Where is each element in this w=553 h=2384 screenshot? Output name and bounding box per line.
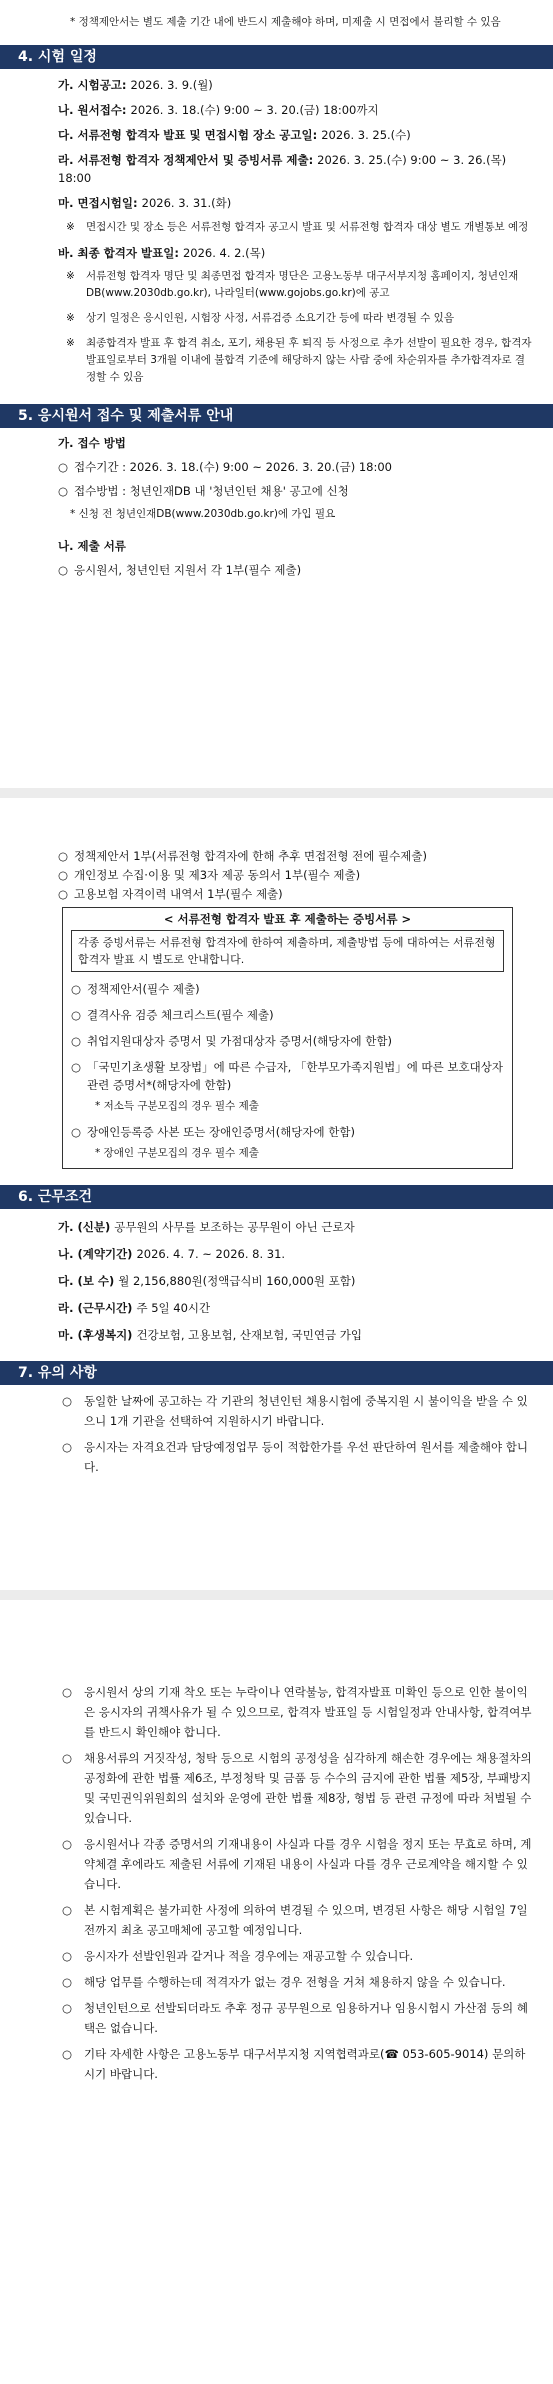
evidence-box-intro: 각종 증빙서류는 서류전형 합격자에 한하여 제출하며, 제출방법 등에 대하여는 서류전형 합격자 발표 시 별도로 안내합니다. <box>71 930 504 972</box>
policy-proposal-note: * 정책제안서는 별도 제출 기간 내에 반드시 제출해야 하며, 미제출 시 면접에서 불리할 수 있음 <box>70 16 501 28</box>
application-method-item-text: 접수기간 : 2026. 3. 18.(수) 9:00 ~ 2026. 3. 20.(금) 18:00 <box>74 460 392 474</box>
application-method-list <box>58 458 535 500</box>
work-condition-item <box>58 1326 535 1344</box>
schedule-item-value: 2026. 3. 25.(수) 9:00 ~ 3. 26.(목) 18:00 <box>58 153 507 185</box>
schedule-item-value: 2026. 3. 9.(월) <box>130 78 213 92</box>
documents-heading: 나. 제출 서류 <box>58 539 126 553</box>
application-method-item-text: 접수방법 : 청년인재DB 내 '청년인턴 채용' 공고에 신청 <box>74 484 349 498</box>
bullet-mark: ○ <box>71 1125 82 1139</box>
schedule-item-label: 다. 서류전형 합격자 발표 및 면접시험 장소 공고일: <box>58 128 322 142</box>
final-announce-notes <box>58 268 535 386</box>
work-condition-value: 2026. 4. 7. ~ 2026. 8. 31. <box>136 1247 286 1261</box>
bullet-mark: ○ <box>58 868 69 882</box>
precaution-item-text: 응시자가 선발인원과 같거나 적을 경우에는 재공고할 수 있습니다. <box>84 1949 414 1963</box>
precaution-item-text: 청년인턴으로 선발되더라도 추후 정규 공무원으로 임용하거나 임용시험시 가산점 등의 혜택은 없습니다. <box>84 2001 528 2035</box>
precaution-item <box>58 1391 535 1431</box>
work-condition-value: 공무원의 사무를 보조하는 공무원이 아닌 근로자 <box>114 1220 355 1234</box>
work-condition-label: 가. (신분) <box>58 1220 115 1234</box>
bullet-mark: ○ <box>62 1685 73 1699</box>
application-method-item <box>58 482 535 500</box>
precautions-list <box>58 1391 535 1477</box>
section-4-heading: 4. 시험 일정 <box>0 45 553 69</box>
schedule-item <box>58 101 535 119</box>
note-text: 최종합격자 발표 후 합격 취소, 포기, 채용된 후 퇴직 등 사정으로 추가 선발이 필요한 경우, 합격자 발표일로부터 3개월 이내에 불합격 기준에 해당하지 않는 사람 중에 차순위자를 추가합격자로 결정할 수 있음 <box>86 337 532 383</box>
bullet-mark: ○ <box>58 484 69 498</box>
evidence-document-item <box>71 1123 504 1141</box>
evidence-document-item <box>71 1058 504 1094</box>
work-condition-label: 다. (보 수) <box>58 1274 119 1288</box>
evidence-document-text: 취업지원대상자 증명서 및 가점대상자 증명서(해당자에 한함) <box>87 1034 392 1048</box>
precaution-item-text: 응시원서나 각종 증명서의 기재내용이 사실과 다를 경우 시험을 정지 또는 무효로 하며, 계약체결 후에라도 제출된 서류에 기재된 내용이 사실과 다를 경우 근로계약을 해지할 수 있습니다. <box>84 1837 532 1891</box>
evidence-document-subnote: * 장애인 구분모집의 경우 필수 제출 <box>95 1147 259 1159</box>
evidence-document-text: 「국민기초생활 보장법」에 따른 수급자, 「한부모가족지원법」에 따른 보호대상자 관련 증명서*(해당자에 한함) <box>87 1060 503 1092</box>
precautions-list-continued <box>58 1682 535 2084</box>
schedule-item-label: 나. 원서접수: <box>58 103 131 117</box>
bullet-mark: ○ <box>71 1060 82 1074</box>
note-mark: ※ <box>66 337 75 349</box>
document-item <box>58 561 535 579</box>
required-document-item <box>58 847 535 865</box>
schedule-item <box>58 76 535 94</box>
required-document-item-text: 정책제안서 1부(서류전형 합격자에 한해 추후 면접전형 전에 필수제출) <box>74 849 427 863</box>
document-page-3 <box>0 1600 553 2384</box>
precaution-item-text: 채용서류의 거짓작성, 청탁 등으로 시험의 공정성을 심각하게 해손한 경우에는 채용절차의 공정화에 관한 법률 제6조, 부정청탁 및 금품 등 수수의 금지에 관한 법률 제5장, 부패방지 및 국민권익위원회의 설치와 운영에 관한 법률 제8장, 형법 등 관련 규정에 따라 처벌될 수 있습니다. <box>84 1751 532 1825</box>
note-text: 서류전형 합격자 명단 및 최종면접 합격자 명단은 고용노동부 대구서부지청 홈페이지, 청년인재DB(www.2030db.go.kr), 나라일터(www.gojobs.go.kr)에 공고 <box>86 270 519 299</box>
document-page-1 <box>0 0 553 788</box>
precaution-item <box>58 1437 535 1477</box>
work-condition-item <box>58 1245 535 1263</box>
note-mark: ※ <box>66 312 75 324</box>
document-page-2 <box>0 798 553 1590</box>
bullet-mark: ○ <box>62 1837 73 1851</box>
required-document-item-text: 고용보험 자격이력 내역서 1부(필수 제출) <box>74 887 283 901</box>
precaution-item-text: 응시자는 자격요건과 담당예정업무 등이 적합한가를 우선 판단하여 원서를 제출해야 합니다. <box>84 1440 528 1474</box>
bullet-mark: ○ <box>58 887 69 901</box>
schedule-item-value: 2026. 3. 25.(수) <box>321 128 411 142</box>
work-condition-label: 마. (후생복지) <box>58 1328 137 1342</box>
final-announce-item: 바. 최종 합격자 발표일: 2026. 4. 2.(목) <box>58 246 266 260</box>
bullet-mark: ○ <box>62 1903 73 1917</box>
work-condition-item <box>58 1299 535 1317</box>
work-conditions-list <box>58 1218 535 1344</box>
precaution-item-text: 동일한 날짜에 공고하는 각 기관의 청년인턴 채용시험에 중복지원 시 불이익을 받을 수 있으니 1개 기관을 선택하여 지원하시기 바랍니다. <box>84 1394 528 1428</box>
precaution-item <box>58 2044 535 2084</box>
note-text: 상기 일정은 응시인원, 시험장 사정, 서류검증 소요기간 등에 따라 변경될 수 있음 <box>86 312 454 324</box>
precaution-item <box>58 1900 535 1940</box>
evidence-document-item <box>71 980 504 998</box>
schedule-item-label: 가. 시험공고: <box>58 78 131 92</box>
evidence-document-text: 결격사유 검증 체크리스트(필수 제출) <box>87 1008 274 1022</box>
schedule-item <box>58 194 535 212</box>
work-condition-value: 건강보험, 고용보험, 산재보험, 국민연금 가입 <box>136 1328 362 1342</box>
final-announce-note <box>58 268 535 302</box>
schedule-item-value: 2026. 3. 18.(수) 9:00 ~ 3. 20.(금) 18:00까지 <box>130 103 379 117</box>
precaution-item <box>58 1972 535 1992</box>
bullet-mark: ○ <box>62 2001 73 2015</box>
precaution-item <box>58 1748 535 1828</box>
signup-note: * 신청 전 청년인재DB(www.2030db.go.kr)에 가입 필요 <box>70 508 336 520</box>
precaution-item-text: 기타 자세한 사항은 고용노동부 대구서부지청 지역협력과로(☎ 053-605-9014) 문의하시기 바랍니다. <box>84 2047 526 2081</box>
work-condition-label: 라. (근무시간) <box>58 1301 137 1315</box>
work-condition-item <box>58 1218 535 1236</box>
precaution-item-text: 해당 업무를 수행하는데 적격자가 없는 경우 전형을 거쳐 채용하지 않을 수 있습니다. <box>84 1975 506 1989</box>
evidence-document-item <box>71 1032 504 1050</box>
bullet-mark: ○ <box>62 1394 73 1408</box>
bullet-mark: ○ <box>58 460 69 474</box>
section-6-heading: 6. 근무조건 <box>0 1185 553 1209</box>
precaution-item <box>58 1946 535 1966</box>
precaution-item-text: 본 시험계획은 불가피한 사정에 의하여 변경될 수 있으며, 변경된 사항은 해당 시험일 7일 전까지 최초 공고매체에 공고할 예정입니다. <box>84 1903 528 1937</box>
evidence-document-text: 장애인등록증 사본 또는 장애인증명서(해당자에 한함) <box>87 1125 355 1139</box>
required-document-item-text: 개인정보 수집·이용 및 제3자 제공 동의서 1부(필수 제출) <box>74 868 361 882</box>
precaution-item <box>58 1834 535 1894</box>
bullet-mark: ○ <box>71 982 82 996</box>
schedule-item-value: 2026. 3. 31.(화) <box>141 196 232 210</box>
evidence-documents-list <box>71 980 504 1162</box>
evidence-documents-box <box>62 907 513 1169</box>
evidence-box-title: < 서류전형 합격자 발표 후 제출하는 증빙서류 > <box>163 912 412 926</box>
precaution-item <box>58 1682 535 1742</box>
bullet-mark: ○ <box>62 1949 73 1963</box>
bullet-mark: ○ <box>71 1034 82 1048</box>
bullet-mark: ○ <box>71 1008 82 1022</box>
work-condition-value: 주 5일 40시간 <box>136 1301 211 1315</box>
precaution-item-text: 응시원서 상의 기재 착오 또는 누락이나 연락불능, 합격자발표 미확인 등으로 인한 불이익은 응시자의 귀책사유가 될 수 있으므로, 합격자 발표일 등 시험일정과 안내사항, 합격여부를 반드시 확인해야 합니다. <box>84 1685 532 1739</box>
evidence-document-subnote: * 저소득 구분모집의 경우 필수 제출 <box>95 1100 259 1112</box>
interview-note: ※ 면접시간 및 장소 등은 서류전형 합격자 공고시 발표 및 서류전형 합격자 대상 별도 개별통보 예정 <box>66 221 529 233</box>
bullet-mark: ○ <box>62 2047 73 2061</box>
application-method-heading: 가. 접수 방법 <box>58 436 126 450</box>
bullet-mark: ○ <box>62 1975 73 1989</box>
required-documents-list <box>58 847 535 903</box>
evidence-document-text: 정책제안서(필수 제출) <box>87 982 200 996</box>
schedule-item-label: 마. 면접시험일: <box>58 196 142 210</box>
section-7-heading: 7. 유의 사항 <box>0 1361 553 1385</box>
required-document-item <box>58 866 535 884</box>
work-condition-item <box>58 1272 535 1290</box>
schedule-item-label: 라. 서류전형 합격자 정책제안서 및 증빙서류 제출: <box>58 153 318 167</box>
document-item-text: 응시원서, 청년인턴 지원서 각 1부(필수 제출) <box>74 563 302 577</box>
bullet-mark: ○ <box>58 849 69 863</box>
section-5-heading: 5. 응시원서 접수 및 제출서류 안내 <box>0 404 553 428</box>
evidence-document-item <box>71 1006 504 1024</box>
schedule-item <box>58 151 535 187</box>
documents-list <box>58 561 535 579</box>
final-announce-note <box>58 310 535 327</box>
precaution-item <box>58 1998 535 2038</box>
bullet-mark: ○ <box>58 563 69 577</box>
schedule-item <box>58 126 535 144</box>
note-mark: ※ <box>66 270 75 282</box>
final-announce-note <box>58 335 535 386</box>
bullet-mark: ○ <box>62 1440 73 1454</box>
application-method-item <box>58 458 535 476</box>
schedule-list <box>58 76 535 212</box>
work-condition-value: 월 2,156,880원(정액급식비 160,000원 포함) <box>118 1274 356 1288</box>
bullet-mark: ○ <box>62 1751 73 1765</box>
work-condition-label: 나. (계약기간) <box>58 1247 137 1261</box>
required-document-item <box>58 885 535 903</box>
